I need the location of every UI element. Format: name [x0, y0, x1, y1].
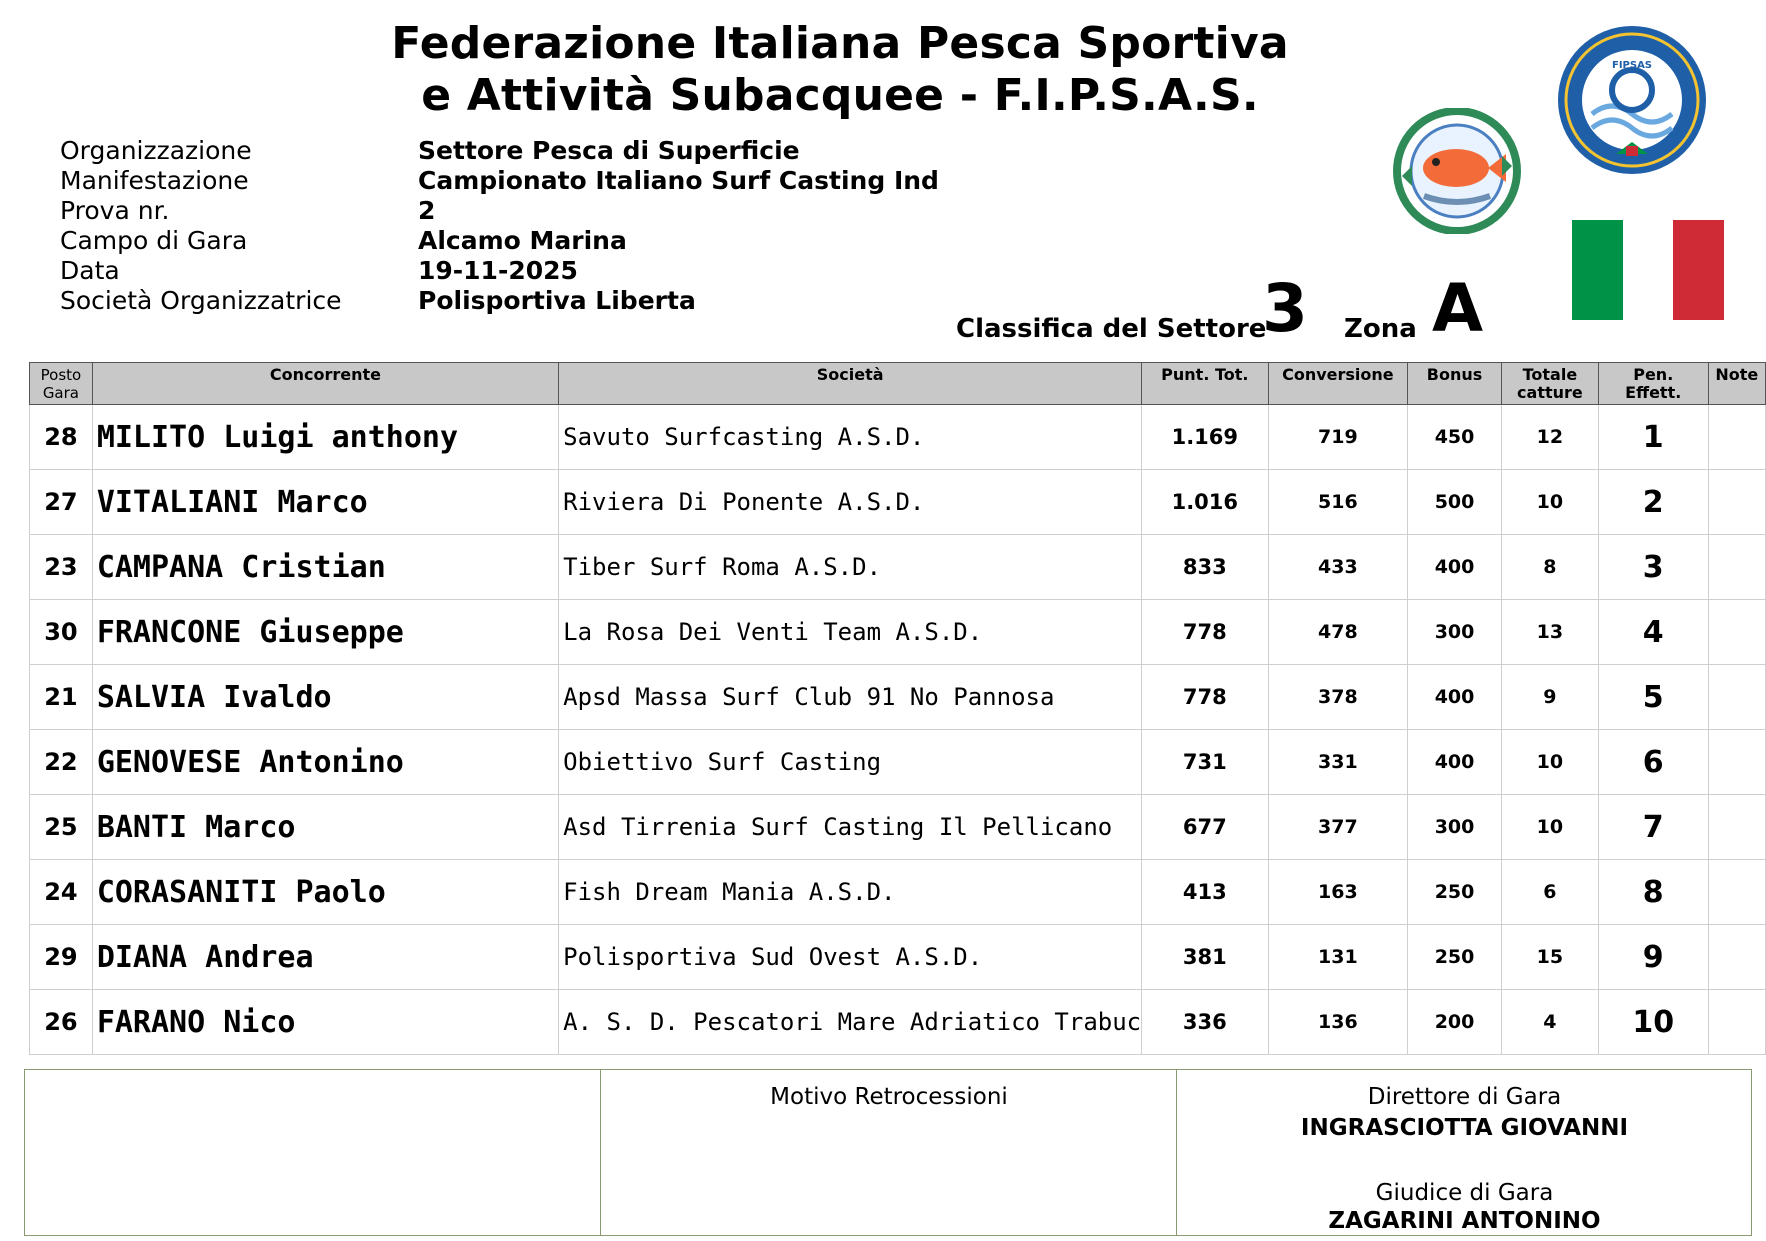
cell-totale-catture: 9 [1501, 665, 1598, 730]
cell-conversione: 516 [1268, 470, 1408, 535]
cell-pen-effett: 7 [1598, 795, 1708, 860]
table-row [30, 990, 1766, 1055]
cell-societa: Apsd Massa Surf Club 91 No Pannosa [559, 665, 1142, 730]
cell-pen-effett: 1 [1598, 405, 1708, 470]
cell-societa: Riviera Di Ponente A.S.D. [559, 470, 1142, 535]
cell-punt-tot: 413 [1142, 860, 1268, 925]
info-label: Società Organizzatrice [60, 286, 342, 315]
cell-conversione: 378 [1268, 665, 1408, 730]
footer-officials-cell [1176, 1070, 1752, 1235]
info-label: Prova nr. [60, 196, 170, 225]
col-societa: Società [559, 363, 1142, 405]
cell-posto: 28 [30, 405, 93, 470]
info-value: 19-11-2025 [418, 256, 578, 285]
cell-bonus: 450 [1408, 405, 1502, 470]
cell-pen-effett: 9 [1598, 925, 1708, 990]
cell-totale-catture: 10 [1501, 470, 1598, 535]
cell-posto: 27 [30, 470, 93, 535]
table-row [30, 600, 1766, 665]
col-conversione: Conversione [1268, 363, 1408, 405]
table-header [30, 363, 1766, 405]
cell-bonus: 400 [1408, 535, 1502, 600]
cell-conversione: 136 [1268, 990, 1408, 1055]
cell-totale-catture: 10 [1501, 730, 1598, 795]
cell-societa: A. S. D. Pescatori Mare Adriatico Trabuc [559, 990, 1142, 1055]
cell-posto: 26 [30, 990, 93, 1055]
cell-societa: Asd Tirrenia Surf Casting Il Pellicano [559, 795, 1142, 860]
cell-punt-tot: 833 [1142, 535, 1268, 600]
col-posto-line2: Gara [42, 384, 79, 402]
sector-label: Classifica del Settore [956, 314, 1267, 344]
cell-punt-tot: 1.169 [1142, 405, 1268, 470]
cell-totale-catture: 13 [1501, 600, 1598, 665]
cell-posto: 22 [30, 730, 93, 795]
cell-bonus: 250 [1408, 860, 1502, 925]
cell-concorrente: DIANA Andrea [92, 925, 558, 990]
col-note: Note [1708, 363, 1765, 405]
cell-concorrente: CAMPANA Cristian [92, 535, 558, 600]
cell-concorrente: SALVIA Ivaldo [92, 665, 558, 730]
cell-punt-tot: 778 [1142, 665, 1268, 730]
cell-posto: 25 [30, 795, 93, 860]
zone-label: Zona [1344, 314, 1417, 344]
table-row [30, 795, 1766, 860]
cell-conversione: 719 [1268, 405, 1408, 470]
cell-concorrente: CORASANITI Paolo [92, 860, 558, 925]
cell-bonus: 400 [1408, 730, 1502, 795]
cell-pen-effett: 5 [1598, 665, 1708, 730]
cell-note [1708, 600, 1765, 665]
footer-empty-cell [25, 1070, 600, 1235]
cell-societa: Obiettivo Surf Casting [559, 730, 1142, 795]
info-value: Campionato Italiano Surf Casting Ind [418, 166, 939, 195]
table-row [30, 535, 1766, 600]
cell-posto: 30 [30, 600, 93, 665]
cell-punt-tot: 381 [1142, 925, 1268, 990]
cell-societa: Savuto Surfcasting A.S.D. [559, 405, 1142, 470]
cell-note [1708, 405, 1765, 470]
direttore-label: Direttore di Gara [1367, 1084, 1562, 1110]
cell-bonus: 500 [1408, 470, 1502, 535]
col-pen-line1: Pen. [1633, 365, 1674, 384]
catch-release-logo [1390, 108, 1524, 234]
cell-conversione: 377 [1268, 795, 1408, 860]
sector-number: 3 [1262, 270, 1308, 347]
footer-motivo-cell [600, 1070, 1177, 1235]
cell-pen-effett: 6 [1598, 730, 1708, 795]
zone-letter: A [1432, 270, 1484, 347]
col-concorrente: Concorrente [92, 363, 558, 405]
info-label: Organizzazione [60, 136, 252, 165]
table-row [30, 470, 1766, 535]
direttore-name: INGRASCIOTTA GIOVANNI [1300, 1115, 1629, 1141]
cell-concorrente: GENOVESE Antonino [92, 730, 558, 795]
italian-flag [1572, 220, 1724, 320]
cell-punt-tot: 1.016 [1142, 470, 1268, 535]
cell-pen-effett: 8 [1598, 860, 1708, 925]
cell-totale-catture: 8 [1501, 535, 1598, 600]
cell-note [1708, 990, 1765, 1055]
cell-societa: Polisportiva Sud Ovest A.S.D. [559, 925, 1142, 990]
cell-posto: 24 [30, 860, 93, 925]
cell-note [1708, 535, 1765, 600]
cell-societa: La Rosa Dei Venti Team A.S.D. [559, 600, 1142, 665]
table-row [30, 860, 1766, 925]
cell-note [1708, 470, 1765, 535]
fipsas-logo-center-text: FIPSAS [1611, 60, 1653, 71]
cell-note [1708, 665, 1765, 730]
giudice-name: ZAGARINI ANTONINO [1328, 1208, 1601, 1234]
cell-conversione: 433 [1268, 535, 1408, 600]
table-row [30, 665, 1766, 730]
cell-posto: 23 [30, 535, 93, 600]
info-label: Data [60, 256, 120, 285]
info-label: Campo di Gara [60, 226, 248, 255]
cell-bonus: 200 [1408, 990, 1502, 1055]
col-posto-gara [30, 363, 93, 405]
cell-bonus: 400 [1408, 665, 1502, 730]
cell-totale-catture: 10 [1501, 795, 1598, 860]
title-line-2: e Attività Subacquee - F.I.P.S.A.S. [421, 70, 1259, 121]
info-value: Alcamo Marina [418, 226, 627, 255]
col-pen-line2: Effett. [1625, 383, 1682, 402]
cell-totale-catture: 4 [1501, 990, 1598, 1055]
cell-note [1708, 795, 1765, 860]
col-totale-line2: catture [1517, 383, 1583, 402]
col-punt-tot: Punt. Tot. [1142, 363, 1268, 405]
info-value: Settore Pesca di Superficie [418, 136, 800, 165]
cell-concorrente: FRANCONE Giuseppe [92, 600, 558, 665]
cell-societa: Tiber Surf Roma A.S.D. [559, 535, 1142, 600]
cell-conversione: 163 [1268, 860, 1408, 925]
cell-punt-tot: 677 [1142, 795, 1268, 860]
col-totale-line1: Totale [1522, 365, 1578, 384]
cell-conversione: 331 [1268, 730, 1408, 795]
cell-punt-tot: 731 [1142, 730, 1268, 795]
cell-bonus: 300 [1408, 600, 1502, 665]
cell-concorrente: VITALIANI Marco [92, 470, 558, 535]
fipsas-logo [1556, 24, 1708, 176]
title-line-1: Federazione Italiana Pesca Sportiva [391, 18, 1289, 69]
cell-note [1708, 925, 1765, 990]
motivo-retrocessioni-label: Motivo Retrocessioni [770, 1084, 1008, 1110]
cell-totale-catture: 12 [1501, 405, 1598, 470]
cell-note [1708, 860, 1765, 925]
table-row [30, 730, 1766, 795]
cell-pen-effett: 10 [1598, 990, 1708, 1055]
info-value: 2 [418, 196, 436, 225]
cell-bonus: 300 [1408, 795, 1502, 860]
col-bonus: Bonus [1408, 363, 1502, 405]
cell-totale-catture: 15 [1501, 925, 1598, 990]
cell-pen-effett: 3 [1598, 535, 1708, 600]
giudice-label: Giudice di Gara [1375, 1180, 1554, 1206]
cell-totale-catture: 6 [1501, 860, 1598, 925]
cell-concorrente: BANTI Marco [92, 795, 558, 860]
cell-societa: Fish Dream Mania A.S.D. [559, 860, 1142, 925]
col-pen-effett [1598, 363, 1708, 405]
cell-conversione: 478 [1268, 600, 1408, 665]
cell-posto: 29 [30, 925, 93, 990]
cell-pen-effett: 2 [1598, 470, 1708, 535]
ranking-table [29, 362, 1766, 1055]
info-label: Manifestazione [60, 166, 249, 195]
cell-note [1708, 730, 1765, 795]
footer-box [24, 1069, 1752, 1236]
cell-posto: 21 [30, 665, 93, 730]
cell-conversione: 131 [1268, 925, 1408, 990]
cell-concorrente: MILITO Luigi anthony [92, 405, 558, 470]
cell-bonus: 250 [1408, 925, 1502, 990]
cell-concorrente: FARANO Nico [92, 990, 558, 1055]
info-value: Polisportiva Liberta [418, 286, 696, 315]
cell-pen-effett: 4 [1598, 600, 1708, 665]
col-totale-catture [1501, 363, 1598, 405]
cell-punt-tot: 336 [1142, 990, 1268, 1055]
table-row [30, 405, 1766, 470]
cell-punt-tot: 778 [1142, 600, 1268, 665]
table-row [30, 925, 1766, 990]
col-posto-line1: Posto [40, 366, 82, 384]
